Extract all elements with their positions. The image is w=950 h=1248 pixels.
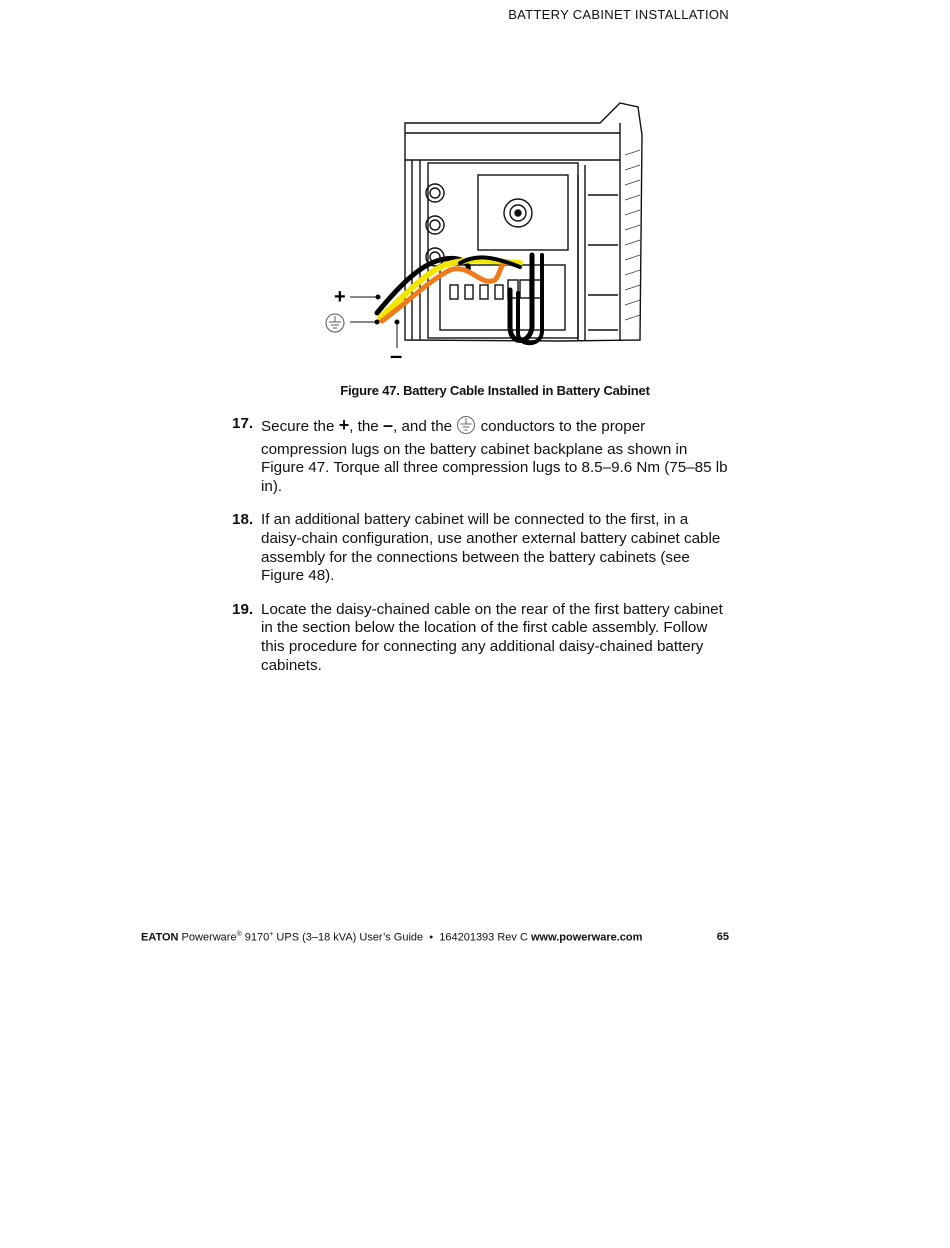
step-number: 18. <box>232 511 254 529</box>
figure-plus-label: + <box>334 286 346 308</box>
step-text: conductors to the proper compression lugs on the battery cabinet backplane as shown in Figure 47. Torque all three compression lugs to 8.5–9.6 Nm (75–85 lb in). <box>261 418 728 495</box>
page-number: 65 <box>716 931 729 943</box>
step-17 <box>232 415 732 496</box>
battery-cabinet-illustration <box>320 95 670 370</box>
footer-url: www.powerware.com <box>530 931 643 944</box>
step-text: If an additional battery cabinet will be connected to the first, in a daisy-chain configuration, use another external battery cabinet cable assembly for the connections between the battery cabinets (see Figure 48). <box>261 511 721 585</box>
step-number: 19. <box>232 600 254 618</box>
footer-model: 9170 <box>241 931 270 944</box>
step-text: Locate the daisy-chained cable on the rear of the first battery cabinet in the section below the location of the first cable assembly. Follow this procedure for connecting any additional daisy-chained battery cabinets. <box>261 600 723 674</box>
footer-model-sup: + <box>269 931 274 938</box>
step-text: , and the <box>393 418 457 435</box>
footer-brand: EATON <box>141 931 179 944</box>
footer-document-info: UPS (3–18 kVA) User’s Guide • 164201393 Rev C <box>273 931 531 944</box>
ground-symbol-icon <box>326 314 344 332</box>
footer-registered: ® <box>236 931 242 938</box>
minus-symbol: – <box>382 415 393 435</box>
procedure-steps <box>232 415 732 690</box>
figure-minus-label: – <box>390 343 403 368</box>
footer-product: Powerware <box>178 931 237 944</box>
step-text: , the <box>349 418 383 435</box>
plus-symbol: + <box>338 415 350 435</box>
step-18 <box>232 511 732 585</box>
step-19 <box>232 601 732 675</box>
step-number: 17. <box>232 415 254 432</box>
page-footer <box>141 931 642 944</box>
step-text: Secure the <box>261 418 339 435</box>
figure-caption: Figure 47. Battery Cable Installed in Battery Cabinet <box>340 383 650 398</box>
running-header: BATTERY CABINET INSTALLATION <box>508 7 729 22</box>
battery-cabinet-figure <box>320 95 670 370</box>
ground-icon <box>456 415 476 441</box>
